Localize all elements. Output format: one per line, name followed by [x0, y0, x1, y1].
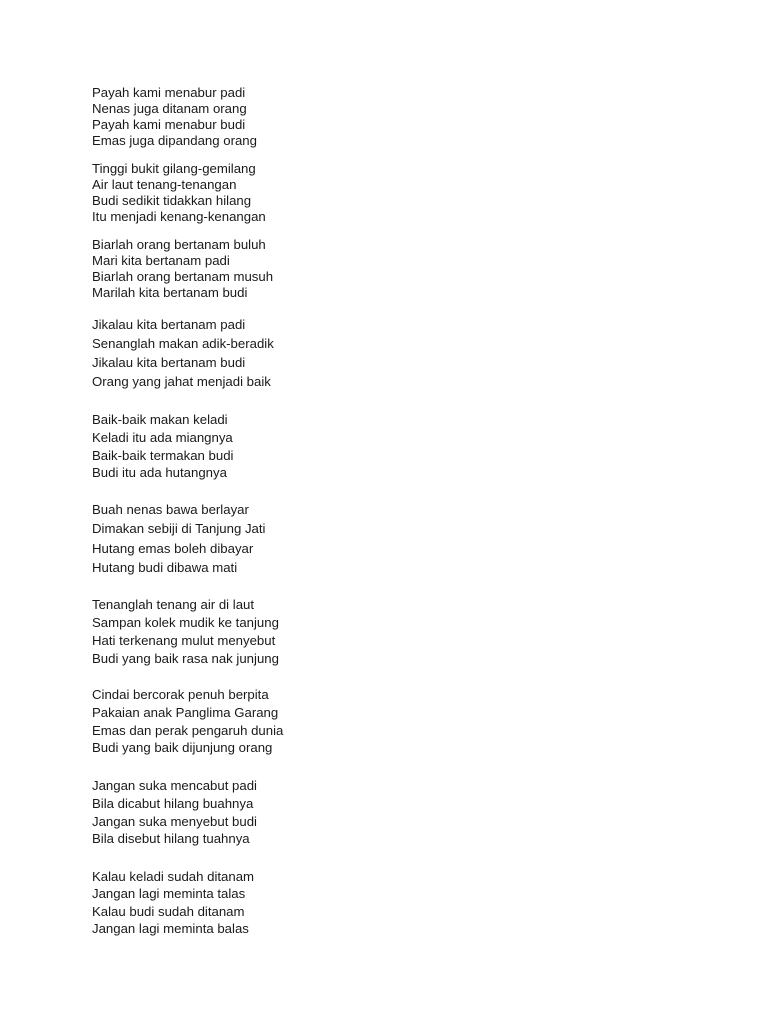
poem-line: Jikalau kita bertanam budi [92, 355, 246, 370]
poem-line: Jangan lagi meminta balas [92, 921, 249, 936]
poem-line: Nenas juga ditanam orang [92, 101, 247, 116]
poem-line: Orang yang jahat menjadi baik [92, 374, 271, 389]
poem-line: Keladi itu ada miangnya [92, 430, 233, 445]
poem-line: Itu menjadi kenang-kenangan [92, 209, 266, 224]
poem-line: Payah kami menabur budi [92, 117, 246, 132]
poem-line: Budi itu ada hutangnya [92, 465, 227, 480]
poem-line: Marilah kita bertanam budi [92, 285, 248, 300]
poem-line: Mari kita bertanam padi [92, 253, 230, 268]
poem-line: Air laut tenang-tenangan [92, 177, 237, 192]
poem-line: Biarlah orang bertanam buluh [92, 237, 266, 252]
poem-line: Bila disebut hilang tuahnya [92, 831, 250, 846]
poem-line: Pakaian anak Panglima Garang [92, 705, 279, 720]
poem-line: Tinggi bukit gilang-gemilang [92, 161, 256, 176]
poem-line: Jangan suka mencabut padi [92, 778, 257, 793]
poem-line: Baik-baik termakan budi [92, 448, 234, 463]
poem-line: Kalau keladi sudah ditanam [92, 869, 255, 884]
poem-line: Emas juga dipandang orang [92, 133, 257, 148]
poem-line: Payah kami menabur padi [92, 85, 246, 100]
poem-line: Biarlah orang bertanam musuh [92, 269, 274, 284]
poem-line: Emas dan perak pengaruh dunia [92, 723, 284, 738]
poem-line: Hati terkenang mulut menyebut [92, 633, 276, 648]
poem-line: Tenanglah tenang air di laut [92, 597, 255, 612]
poem-line: Jikalau kita bertanam padi [92, 317, 246, 332]
poem-line: Budi sedikit tidakkan hilang [92, 193, 252, 208]
poem-line: Baik-baik makan keladi [92, 412, 228, 427]
poem-line: Bila dicabut hilang buahnya [92, 796, 254, 811]
poem-line: Budi yang baik dijunjung orang [92, 740, 273, 755]
poem-line: Budi yang baik rasa nak junjung [92, 651, 279, 666]
poem-line: Jangan suka menyebut budi [92, 814, 257, 829]
poem-line: Hutang emas boleh dibayar [92, 541, 254, 556]
poem-line: Buah nenas bawa berlayar [92, 502, 249, 517]
poem-line: Dimakan sebiji di Tanjung Jati [92, 521, 266, 536]
poem-line: Sampan kolek mudik ke tanjung [92, 615, 279, 630]
poem-line: Kalau budi sudah ditanam [92, 904, 245, 919]
poem-line: Cindai bercorak penuh berpita [92, 687, 269, 702]
poem-line: Jangan lagi meminta talas [92, 886, 246, 901]
poem-line: Senanglah makan adik-beradik [92, 336, 274, 351]
poem-line: Hutang budi dibawa mati [92, 560, 238, 575]
